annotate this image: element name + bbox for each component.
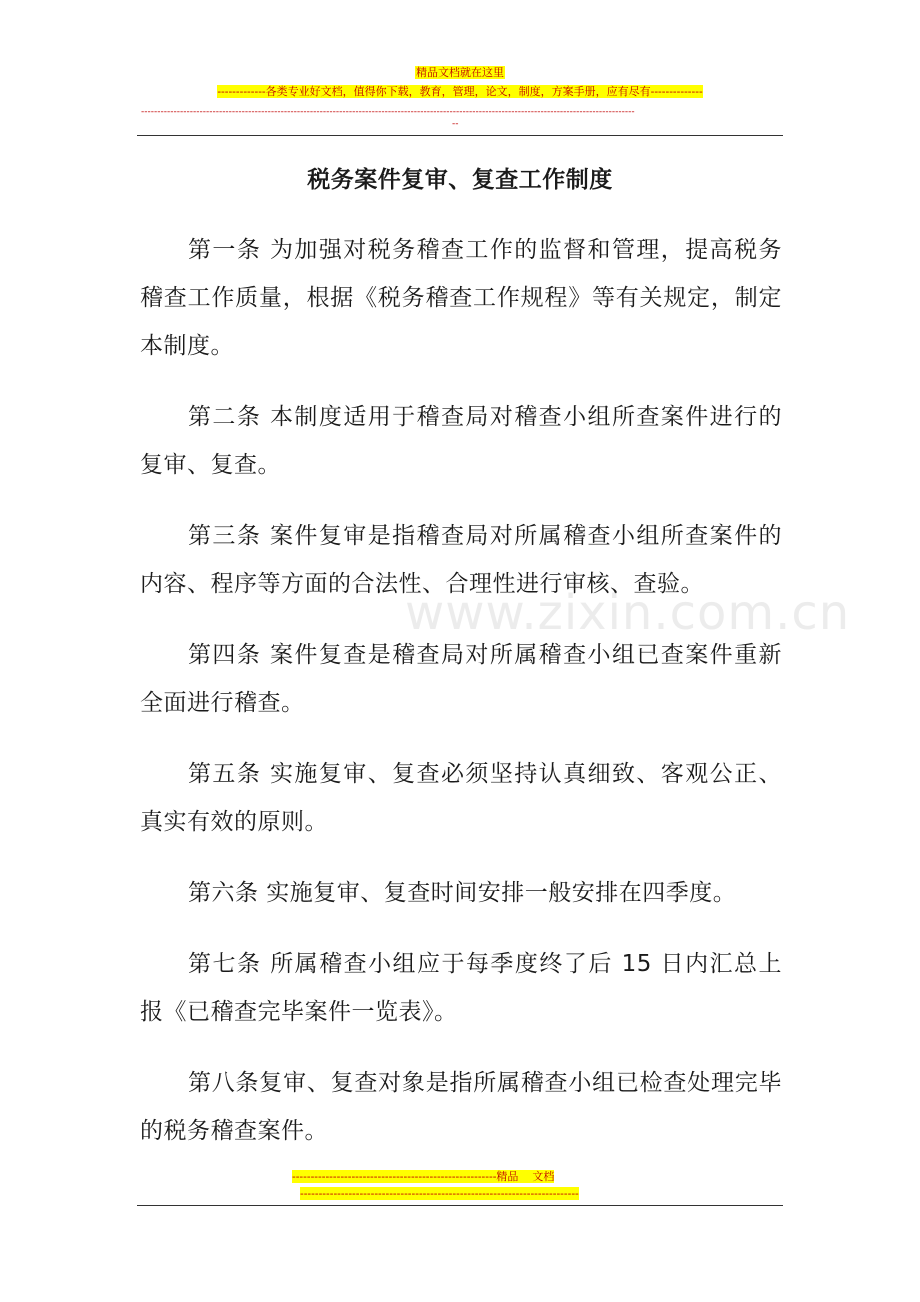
header-dash-tail: -- <box>452 119 459 129</box>
article-7: 第七条 所属稽查小组应于每季度终了后 15 日内汇总上报《已稽查完毕案件一览表》。 <box>140 951 782 1025</box>
footer-line-2 <box>300 1187 579 1201</box>
article-4: 第四条 案件复查是稽查局对所属稽查小组已查案件重新全面进行稽查。 <box>140 642 782 716</box>
header-tagline <box>0 85 920 99</box>
article-6: 第六条 实施复审、复查时间安排一般安排在四季度。 <box>188 880 737 906</box>
watermark: www.zixin.com.cn <box>405 585 851 641</box>
header-tagline-text: -------------各类专业好文档，值得你下载，教育，管理，论文，制度，方案手册，应有尽有-------------- <box>217 85 703 98</box>
article-3: 第三条 案件复审是指稽查局对所属稽查小组所查案件的内容、程序等方面的合法性、合理性进行审核、查验。 <box>140 523 782 597</box>
article-2: 第二条 本制度适用于稽查局对稽查小组所查案件进行的复审、复查。 <box>140 404 782 478</box>
article-8: 第八条复审、复查对象是指所属稽查小组已检查处理完毕的税务稽查案件。 <box>140 1070 782 1144</box>
footer-line-1 <box>292 1170 554 1184</box>
article-5: 第五条 实施复审、复查必须坚持认真细致、客观公正、真实有效的原则。 <box>140 761 782 835</box>
header-title-text: 精品文档就在这里 <box>416 66 504 79</box>
page-header <box>0 0 920 140</box>
header-divider <box>137 135 783 136</box>
page-footer <box>0 1160 920 1220</box>
footer-divider <box>137 1205 783 1206</box>
header-title <box>0 66 920 80</box>
footer-line-2-text: --------------------------------------------------------------------------- <box>300 1187 579 1200</box>
footer-line-1-text: -------------------------------------------------------精品 文档 <box>292 1170 555 1183</box>
article-1: 第一条 为加强对税务稽查工作的监督和管理，提高税务稽查工作质量，根据《税务稽查工作规程》等有关规定，制定本制度。 <box>140 237 782 359</box>
header-dash-line: -------------------------------------------------------------------------------------------------------------------------------------------------------- <box>141 107 635 117</box>
document-body <box>140 226 782 1178</box>
document-title: 税务案件复审、复查工作制度 <box>307 167 613 193</box>
